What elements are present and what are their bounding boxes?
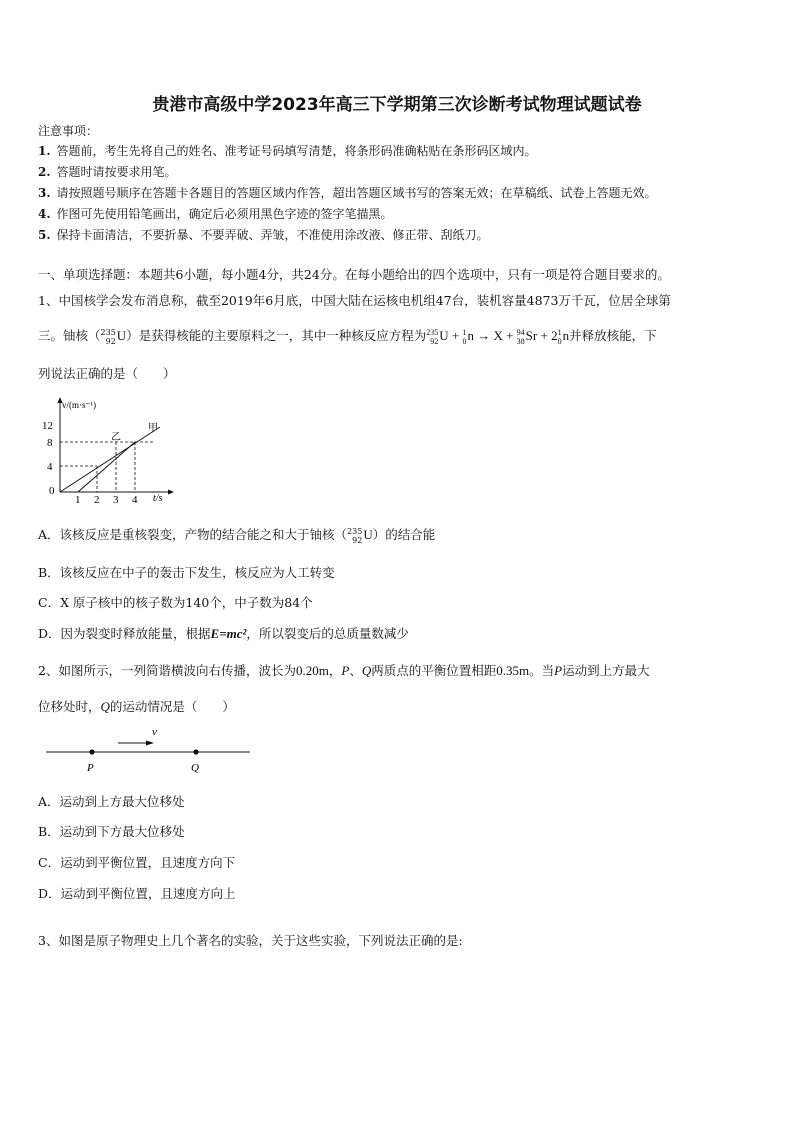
label-jia: 甲 (148, 423, 158, 434)
q2-option-d[interactable]: D．运动到平衡位置，且速度方向上 (38, 886, 236, 901)
notice-item-text: 答题时请按要求用笔。 (56, 165, 177, 179)
vt-graph (38, 395, 178, 505)
notice-item-number: 3. (38, 186, 51, 200)
eq-u-z: 92 (430, 337, 439, 347)
q1-option-d[interactable] (38, 624, 409, 642)
xtick-2: 2 (94, 494, 100, 505)
notice-item-number: 4. (38, 207, 51, 221)
notice-item-number: 1. (38, 144, 51, 158)
nuclide-mass: 235 (100, 327, 116, 337)
xtick-4: 4 (132, 494, 138, 505)
q2-line1-d: 。当 (529, 663, 555, 678)
label-yi: 乙 (111, 432, 121, 443)
q1-option-c[interactable]: C．X 原子核中的核子数为140个，中子数为84个 (38, 595, 313, 610)
nuclide-z: 92 (105, 336, 116, 346)
q2-distance: 0.35m (496, 663, 530, 678)
section-heading: 一、单项选择题：本题共6小题，每小题4分，共24分。在每小题给出的四个选项中，只有一项是符合题目要求的。 (38, 267, 670, 282)
ytick-4: 4 (47, 461, 53, 473)
q2-line2-a: 位移处时， (38, 699, 101, 714)
q1-line2-c: 并释放核能，下 (569, 328, 657, 343)
eq-sr-z: 38 (516, 337, 525, 347)
q2-line2 (38, 697, 235, 715)
notice-item (38, 205, 393, 222)
q1-line2-a: 三。铀核（ (38, 328, 101, 343)
eq-n-mass: 1 (462, 328, 467, 338)
wave-q-label: Q (191, 762, 199, 774)
q2-line1 (38, 661, 650, 679)
opt-a-z: 92 (352, 535, 363, 545)
graph-ylabel: v/(m·s⁻¹) (62, 400, 96, 410)
page-title: 贵港市高级中学2023年高三下学期第三次诊断考试物理试题试卷 (152, 95, 642, 115)
q1-option-d-pre: D．因为裂变时释放能量，根据 (38, 626, 211, 641)
q1-line3: 列说法正确的是（ ） (38, 366, 176, 381)
reaction-equation: 235 92 U + 1 0 n → X + 94 38 Sr + 2 1 0 n (426, 328, 570, 347)
eq-n-z: 0 (462, 337, 467, 347)
notice-item (38, 226, 489, 243)
q2-option-c[interactable]: C．运动到平衡位置，且速度方向下 (38, 855, 236, 870)
notice-item-text: 保持卡面清洁，不要折暴、不要弄破、弄皱，不准使用涂改液、修正带、刮纸刀。 (56, 228, 489, 242)
q1-line1: 1、中国核学会发布消息称，截至2019年6月底，中国大陆在运核电机组47台，装机容量4873万千瓦，位居全球第 (38, 293, 671, 308)
q2-line1-c: 两质点的平衡位置相距 (371, 663, 497, 678)
option-a-nuclide-symbol: U (363, 527, 373, 542)
q2-q-2: Q (100, 699, 110, 714)
q1-option-a-pre: A．该核反应是重核裂变，产物的结合能之和大于铀核（ (38, 527, 348, 542)
wave-p-label: P (87, 762, 94, 774)
q2-option-b[interactable]: B．运动到下方最大位移处 (38, 824, 185, 839)
opt-a-mass: 235 (347, 526, 363, 536)
xtick-3: 3 (113, 494, 119, 505)
wave-v-label: v (152, 726, 157, 738)
q2-line1-e: 运动到上方最大 (562, 663, 650, 678)
option-a-nuclide-index (347, 527, 362, 545)
q2-p: P (341, 663, 350, 678)
q2-wavelength: 0.20m (295, 663, 329, 678)
q1-option-a-post: ）的结合能 (372, 527, 436, 542)
q2-option-a[interactable]: A．运动到上方最大位移处 (38, 794, 185, 809)
q1-line2-b: ）是获得核能的主要原料之一，其中一种核反应方程为 (126, 328, 427, 343)
wave-figure (40, 724, 260, 776)
eq-sr: Sr (525, 328, 538, 343)
notice-item-number: 5. (38, 228, 51, 242)
ytick-8: 8 (47, 437, 53, 449)
eq-u: U (439, 328, 449, 343)
q1-option-b[interactable]: B．该核反应在中子的轰击下发生，核反应为人工转变 (38, 565, 335, 580)
q2-q: Q (361, 663, 372, 678)
eq-n2-mass: 1 (557, 328, 562, 338)
notice-item-number: 2. (38, 165, 51, 179)
q1-line2 (38, 326, 657, 346)
q2-line2-b: 的运动情况是（ ） (109, 699, 235, 714)
notice-item (38, 142, 537, 159)
graph-xlabel: t/s (153, 493, 163, 504)
eq-sr-mass: 94 (516, 328, 525, 338)
notice-item-text: 答题前，考生先将自己的姓名、准考证号码填写清楚，将条形码准确粘贴在条形码区域内。 (56, 144, 537, 158)
nuclide-u-index (101, 328, 116, 346)
xtick-1: 1 (75, 494, 81, 505)
ytick-0: 0 (49, 485, 55, 497)
q1-option-d-post: ，所以裂变后的总质量数减少 (246, 626, 409, 641)
nuclide-symbol: U (116, 328, 127, 343)
q1-option-a[interactable] (38, 525, 435, 545)
notice-item (38, 163, 177, 180)
q2-p-2: P (554, 663, 563, 678)
notice-item-text: 作图可先使用铅笔画出，确定后必须用黑色字迹的签字笔描黑。 (56, 207, 393, 221)
eq-coef: 2 (551, 328, 558, 343)
eq-n2-z: 0 (557, 337, 562, 347)
notice-heading: 注意事项： (38, 124, 99, 138)
q2-line1-b: ， (328, 663, 342, 678)
notice-item-text: 请按照题号顺序在答题卡各题目的答题区域内作答，超出答题区域书写的答案无效；在草稿纸、试卷上答题无效。 (56, 186, 657, 200)
notice-item (38, 184, 657, 201)
q2-sep: 、 (349, 663, 362, 678)
eq-u-mass: 235 (426, 328, 439, 338)
eq-x: X (493, 328, 503, 343)
q3-line1: 3、如图是原子物理史上几个著名的实验，关于这些实验，下列说法正确的是: (38, 933, 463, 948)
q2-line1-a: 2、如图所示，一列简谐横波向右传播，波长为 (38, 663, 296, 678)
ytick-12: 12 (42, 420, 53, 432)
formula-emc2: E=mc² (210, 626, 247, 641)
